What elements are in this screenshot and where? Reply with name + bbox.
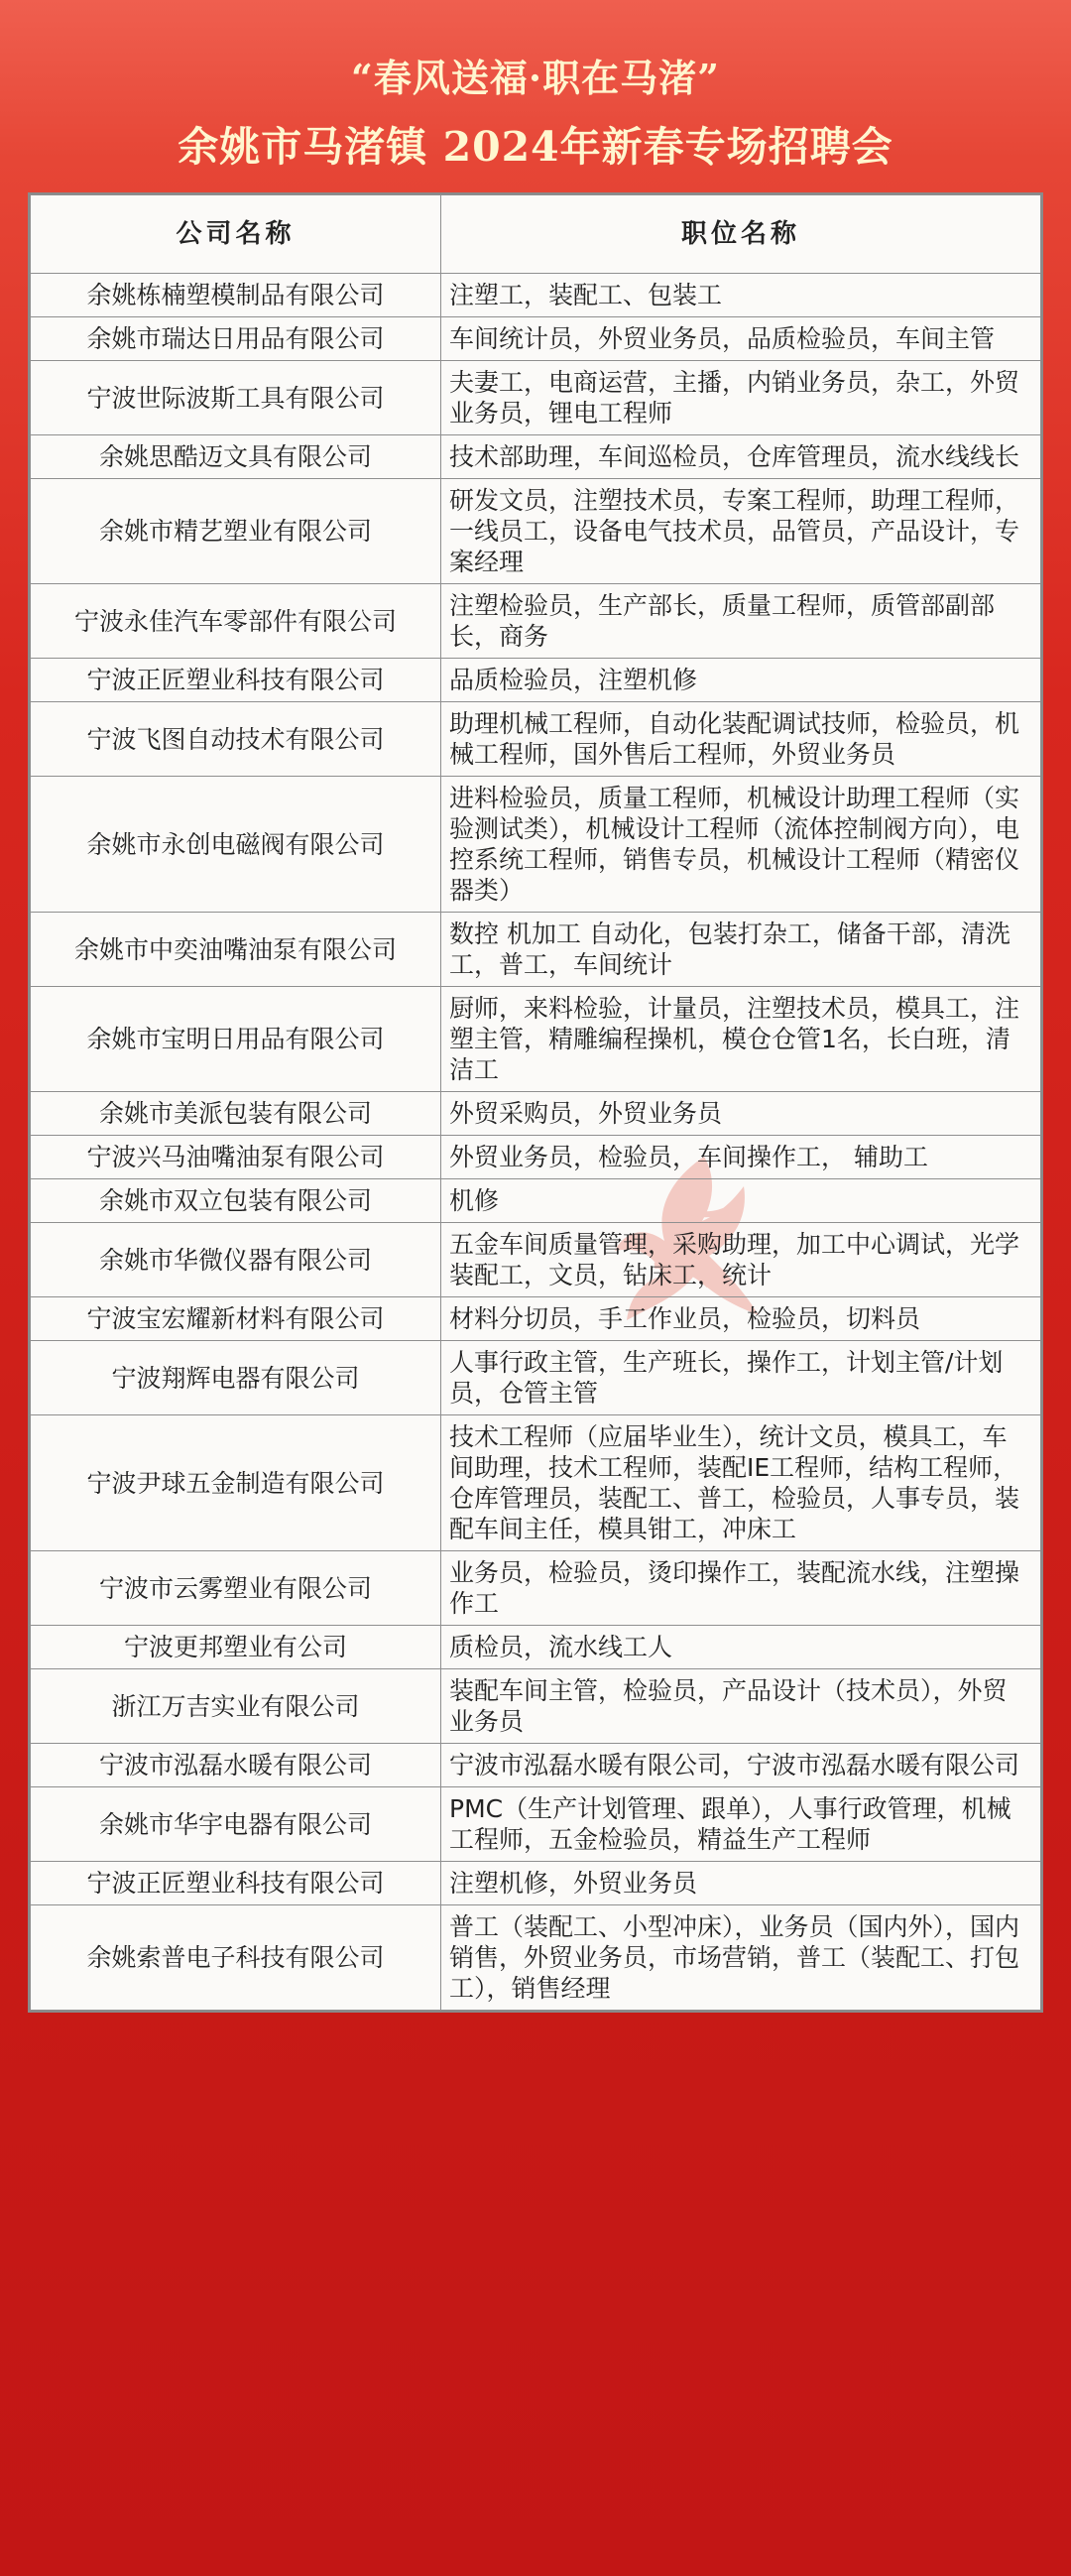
job-titles-cell: 助理机械工程师，自动化装配调试技师，检验员，机械工程师，国外售后工程师，外贸业务员 bbox=[441, 702, 1041, 777]
table-row bbox=[31, 584, 1041, 659]
company-name-cell: 宁波翔辉电器有限公司 bbox=[31, 1341, 441, 1415]
column-header-company: 公司名称 bbox=[31, 195, 441, 274]
table-row bbox=[31, 435, 1041, 479]
job-titles-cell: 宁波市泓磊水暖有限公司，宁波市泓磊水暖有限公司 bbox=[441, 1744, 1041, 1787]
table-row bbox=[31, 659, 1041, 702]
company-name-cell: 宁波宝宏耀新材料有限公司 bbox=[31, 1297, 441, 1341]
job-titles-cell: 注塑工，装配工、包装工 bbox=[441, 274, 1041, 317]
table-row bbox=[31, 987, 1041, 1092]
table-row bbox=[31, 1626, 1041, 1669]
table-row bbox=[31, 702, 1041, 777]
table-row bbox=[31, 777, 1041, 913]
table-row bbox=[31, 274, 1041, 317]
company-name-cell: 余姚市中奕油嘴油泵有限公司 bbox=[31, 913, 441, 987]
job-titles-cell: 数控 机加工 自动化，包装打杂工，储备干部，清洗工，普工，车间统计 bbox=[441, 913, 1041, 987]
table-row bbox=[31, 1092, 1041, 1136]
table-row bbox=[31, 1341, 1041, 1415]
job-titles-cell: 厨师，来料检验，计量员，注塑技术员，模具工，注塑主管，精雕编程操机，模仓仓管1名，长白班，清洁工 bbox=[441, 987, 1041, 1092]
table-row bbox=[31, 361, 1041, 435]
job-titles-cell: 人事行政主管，生产班长，操作工，计划主管/计划员，仓管主管 bbox=[441, 1341, 1041, 1415]
company-name-cell: 宁波飞图自动技术有限公司 bbox=[31, 702, 441, 777]
job-titles-cell: 业务员，检验员，烫印操作工，装配流水线，注塑操作工 bbox=[441, 1551, 1041, 1626]
job-titles-cell: 质检员，流水线工人 bbox=[441, 1626, 1041, 1669]
company-name-cell: 余姚市华宇电器有限公司 bbox=[31, 1787, 441, 1862]
company-name-cell: 宁波市泓磊水暖有限公司 bbox=[31, 1744, 441, 1787]
table-row bbox=[31, 317, 1041, 361]
company-name-cell: 余姚索普电子科技有限公司 bbox=[31, 1905, 441, 2011]
page-header bbox=[0, 0, 1071, 186]
table-row bbox=[31, 913, 1041, 987]
table-row bbox=[31, 1744, 1041, 1787]
job-titles-cell: 进料检验员，质量工程师，机械设计助理工程师（实验测试类），机械设计工程师（流体控制阀方向），电控系统工程师，销售专员，机械设计工程师（精密仪器类） bbox=[441, 777, 1041, 913]
company-name-cell: 宁波永佳汽车零部件有限公司 bbox=[31, 584, 441, 659]
job-titles-cell: 五金车间质量管理，采购助理，加工中心调试，光学装配工，文员，钻床工，统计 bbox=[441, 1223, 1041, 1297]
table-header-row bbox=[31, 195, 1041, 274]
table-row bbox=[31, 1905, 1041, 2011]
table-row bbox=[31, 1179, 1041, 1223]
company-name-cell: 宁波市云雾塑业有限公司 bbox=[31, 1551, 441, 1626]
column-header-jobs: 职位名称 bbox=[441, 195, 1041, 274]
table-row bbox=[31, 1136, 1041, 1179]
company-name-cell: 浙江万吉实业有限公司 bbox=[31, 1669, 441, 1744]
job-titles-cell: 装配车间主管，检验员，产品设计（技术员），外贸业务员 bbox=[441, 1669, 1041, 1744]
company-name-cell: 余姚市美派包装有限公司 bbox=[31, 1092, 441, 1136]
job-titles-cell: 品质检验员，注塑机修 bbox=[441, 659, 1041, 702]
company-name-cell: 余姚市瑞达日用品有限公司 bbox=[31, 317, 441, 361]
company-name-cell: 宁波更邦塑业有公司 bbox=[31, 1626, 441, 1669]
page-title: 余姚市马渚镇 2024年新春专场招聘会 bbox=[178, 123, 893, 171]
table-body bbox=[31, 274, 1041, 2011]
job-titles-cell: 注塑机修，外贸业务员 bbox=[441, 1862, 1041, 1905]
job-titles-cell: 研发文员，注塑技术员，专案工程师，助理工程师，一线员工，设备电气技术员，品管员，产品设计，专案经理 bbox=[441, 479, 1041, 584]
company-name-cell: 余姚栋楠塑模制品有限公司 bbox=[31, 274, 441, 317]
table-row bbox=[31, 1669, 1041, 1744]
company-name-cell: 宁波正匠塑业科技有限公司 bbox=[31, 1862, 441, 1905]
table-row bbox=[31, 1862, 1041, 1905]
table-row bbox=[31, 479, 1041, 584]
job-titles-cell: 普工（装配工、小型冲床），业务员（国内外），国内销售，外贸业务员，市场营销，普工（装配工、打包工），销售经理 bbox=[441, 1905, 1041, 2011]
company-name-cell: 宁波尹球五金制造有限公司 bbox=[31, 1415, 441, 1551]
company-name-cell: 宁波兴马油嘴油泵有限公司 bbox=[31, 1136, 441, 1179]
job-listing-table bbox=[30, 194, 1041, 2011]
table-row bbox=[31, 1787, 1041, 1862]
job-titles-cell: 外贸业务员，检验员，车间操作工， 辅助工 bbox=[441, 1136, 1041, 1179]
job-titles-cell: 夫妻工，电商运营，主播，内销业务员，杂工，外贸业务员，锂电工程师 bbox=[441, 361, 1041, 435]
company-name-cell: 余姚市宝明日用品有限公司 bbox=[31, 987, 441, 1092]
table-row bbox=[31, 1415, 1041, 1551]
job-titles-cell: 技术部助理，车间巡检员，仓库管理员，流水线线长 bbox=[441, 435, 1041, 479]
job-titles-cell: 机修 bbox=[441, 1179, 1041, 1223]
job-titles-cell: 技术工程师（应届毕业生），统计文员，模具工，车间助理，技术工程师，装配IE工程师，结构工程师，仓库管理员，装配工、普工，检验员，人事专员，装配车间主任，模具钳工，冲床工 bbox=[441, 1415, 1041, 1551]
company-name-cell: 宁波正匠塑业科技有限公司 bbox=[31, 659, 441, 702]
table-row bbox=[31, 1223, 1041, 1297]
company-name-cell: 余姚市永创电磁阀有限公司 bbox=[31, 777, 441, 913]
company-name-cell: 宁波世际波斯工具有限公司 bbox=[31, 361, 441, 435]
event-slogan: “春风送福·职在马渚” bbox=[351, 56, 720, 100]
job-titles-cell: 车间统计员，外贸业务员，品质检验员，车间主管 bbox=[441, 317, 1041, 361]
job-titles-cell: PMC（生产计划管理、跟单），人事行政管理，机械工程师，五金检验员，精益生产工程师 bbox=[441, 1787, 1041, 1862]
job-titles-cell: 注塑检验员，生产部长，质量工程师，质管部副部长，商务 bbox=[441, 584, 1041, 659]
company-name-cell: 余姚思酷迈文具有限公司 bbox=[31, 435, 441, 479]
table-row bbox=[31, 1551, 1041, 1626]
job-listing-table-container bbox=[28, 192, 1043, 2013]
job-titles-cell: 材料分切员，手工作业员，检验员，切料员 bbox=[441, 1297, 1041, 1341]
company-name-cell: 余姚市双立包装有限公司 bbox=[31, 1179, 441, 1223]
table-row bbox=[31, 1297, 1041, 1341]
company-name-cell: 余姚市华微仪器有限公司 bbox=[31, 1223, 441, 1297]
job-titles-cell: 外贸采购员，外贸业务员 bbox=[441, 1092, 1041, 1136]
company-name-cell: 余姚市精艺塑业有限公司 bbox=[31, 479, 441, 584]
